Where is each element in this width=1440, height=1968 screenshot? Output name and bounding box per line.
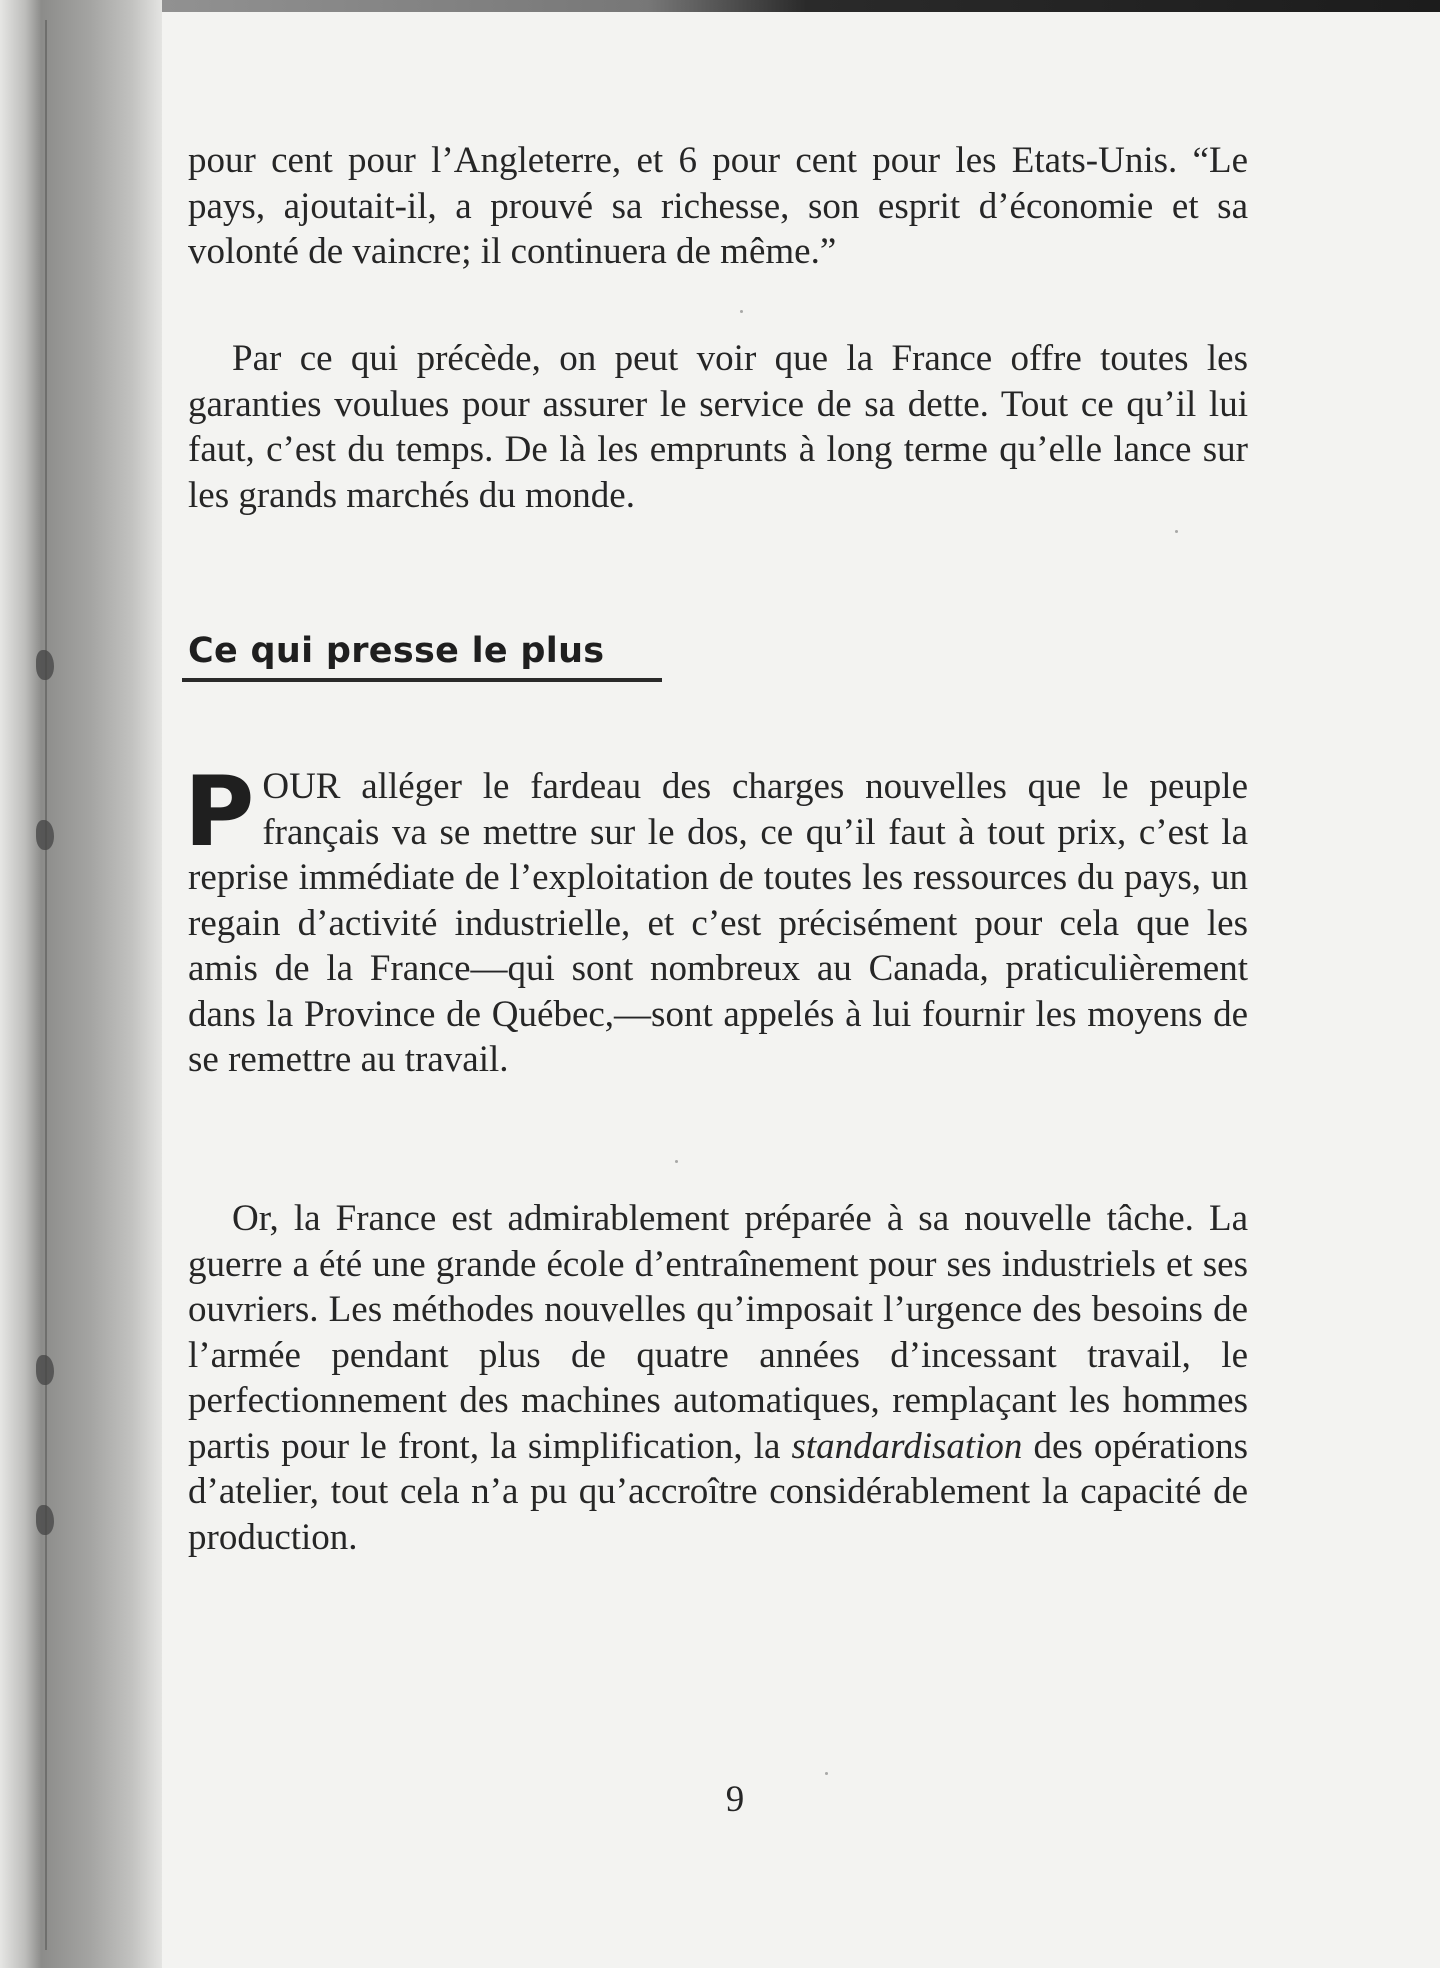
section-heading: Ce qui presse le plus: [188, 631, 605, 671]
heading-underline: [182, 678, 662, 682]
binding-gutter: [42, 0, 162, 1968]
paragraph-body: alléger le fardeau des charges nouvelles que le peuple français va se mettre sur le dos, ce qu’il faut à tout prix, c’est la reprise immédiate de l’exploitation de toutes les ressources du pays, un regain d’activité industrielle, et c’est précisément pour cela que les amis de la France—qui sont nombreux au Canada, praticulièrement dans la Province de Québec,—sont appelés à lui fournir les moyens de se remettre au travail.: [188, 766, 1248, 1080]
paragraph-text: Par ce qui précède, on peut voir que la France offre toutes les garanties voulues pour assurer le service de sa dette. Tout ce qu’il lui faut, c’est du temps. De là les emprunts à long terme qu’elle lance sur les grands marchés du monde.: [188, 338, 1248, 516]
scan-speck: [740, 310, 743, 313]
paragraph-text: [184, 756, 1248, 1083]
scan-speck: [675, 1160, 678, 1163]
page-edge: [0, 0, 42, 1968]
paragraph-body: des opérations d’atelier, tout cela n’a pu qu’accroître considérablement la capacité de production.: [188, 1425, 1248, 1558]
scan-speck: [825, 1772, 828, 1775]
paragraph-text: pour cent pour l’Angleterre, et 6 pour cent pour les Etats-Unis. “Le pays, ajoutait-il, a prouvé sa richesse, son esprit d’économie et sa volonté de vaincre; il continuera de même.”: [188, 140, 1248, 272]
emphasized-word: standardisation: [791, 1425, 1023, 1467]
scan-top-border: [0, 0, 1440, 12]
paragraph-body: Or, la France est admirablement préparée à sa nouvelle tâche. La guerre a été une grande école d’entraînement pour ses industriels et ses ouvriers. Les méthodes nouvelles qu’imposait l’urgence des besoins de l’armée pendant plus de quatre années d’incessant travail, le perfectionnement des machines automatiques, remplaçant les hommes partis pour le front, la simplification, la: [188, 1198, 1248, 1467]
body-paragraph: [188, 138, 1248, 275]
lead-in-caps: OUR: [262, 766, 341, 807]
gutter-line: [45, 20, 47, 1950]
binding-stitch: [36, 650, 54, 680]
drop-cap: P: [184, 756, 255, 868]
body-paragraph: [188, 1196, 1248, 1560]
body-paragraph: [188, 336, 1248, 518]
scan-speck: [1175, 530, 1178, 533]
paragraph-text: [188, 1196, 1248, 1560]
page-number: 9: [725, 1779, 745, 1820]
binding-stitch: [36, 1505, 54, 1535]
binding-stitch: [36, 820, 54, 850]
body-paragraph: [184, 756, 1248, 1083]
binding-stitch: [36, 1355, 54, 1385]
